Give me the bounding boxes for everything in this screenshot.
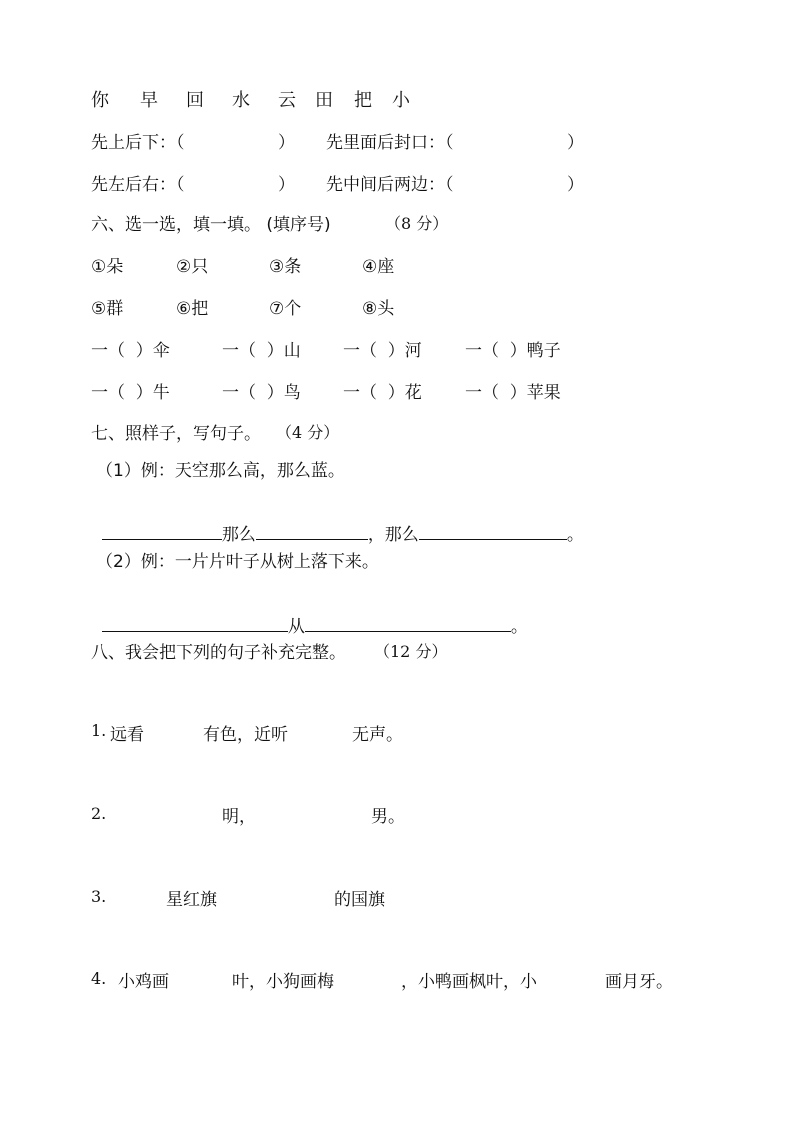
- answer-2-word-1: 从: [287, 617, 305, 637]
- example-2: （2）例：一片片叶子从树上落下来。: [96, 552, 379, 572]
- q2-part-a: 明，: [222, 807, 256, 827]
- q1-part-b: 有色，近听: [203, 725, 288, 745]
- answer-1-word-2: ，那么: [367, 525, 419, 545]
- char-7: 把: [354, 90, 372, 111]
- rule-top-bottom-label: 先上后下：（: [91, 133, 185, 153]
- fill-cow[interactable]: 一（ ）牛: [91, 383, 170, 403]
- option-3: ③条: [269, 257, 302, 277]
- q4-part-b: 叶，小狗画梅: [232, 972, 334, 992]
- rule-left-right-label: 先左后右：（: [91, 175, 185, 195]
- answer-1-word-1: 那么: [221, 525, 256, 545]
- fill-river[interactable]: 一（ ）河: [343, 341, 422, 361]
- fill-bird[interactable]: 一（ ）鸟: [222, 383, 301, 403]
- char-4: 水: [232, 90, 250, 111]
- char-6: 田: [315, 90, 333, 111]
- rule-top-bottom-close: ）: [278, 133, 295, 153]
- option-6: ⑥把: [176, 299, 209, 319]
- answer-2-blank-1[interactable]: [102, 613, 288, 632]
- answer-1-blank-1[interactable]: [102, 521, 222, 540]
- option-4: ④座: [362, 257, 395, 277]
- option-8: ⑧头: [362, 299, 395, 319]
- answer-1-end: 。: [566, 525, 584, 545]
- q2-number: 2.: [91, 804, 107, 823]
- fill-umbrella[interactable]: 一（ ）伞: [91, 341, 170, 361]
- q4-part-a: 小鸡画: [118, 972, 169, 992]
- section-6-title: 六、选一选，填一填。 (填序号): [91, 215, 331, 235]
- section-8-title: 八、我会把下列的句子补充完整。: [91, 643, 346, 663]
- answer-2-blank-2[interactable]: [305, 613, 511, 632]
- answer-2-end: 。: [510, 617, 528, 637]
- answer-1-blank-2[interactable]: [256, 521, 368, 540]
- char-8: 小: [392, 90, 410, 111]
- option-7: ⑦个: [269, 299, 302, 319]
- fill-apple[interactable]: 一（ ）苹果: [465, 383, 561, 403]
- rule-inside-close-label: 先里面后封口：（: [326, 133, 454, 153]
- section-7-score: （4 分）: [276, 423, 340, 442]
- option-1: ①朵: [91, 257, 124, 277]
- q1-part-c: 无声。: [352, 725, 403, 745]
- rule-middle-sides-close: ）: [567, 175, 584, 195]
- rule-inside-close-close: ）: [567, 133, 584, 153]
- section-8-score: （12 分）: [374, 642, 448, 661]
- rule-middle-sides-label: 先中间后两边：（: [326, 175, 454, 195]
- q4-number: 4.: [91, 969, 107, 988]
- q3-number: 3.: [91, 887, 107, 906]
- q3-part-b: 的国旗: [334, 890, 385, 910]
- section-6-score: （8 分）: [385, 214, 449, 233]
- answer-2-line: [91, 592, 528, 637]
- fill-flower[interactable]: 一（ ）花: [343, 383, 422, 403]
- q1-number: 1.: [91, 721, 107, 740]
- fill-mountain[interactable]: 一（ ）山: [222, 341, 301, 361]
- option-2: ②只: [176, 257, 209, 277]
- char-3: 回: [186, 90, 204, 111]
- answer-1-line: [91, 500, 584, 545]
- q4-part-c: ，小鸭画枫叶，小: [401, 972, 537, 992]
- q4-part-d: 画月牙。: [605, 972, 673, 992]
- q2-part-b: 男。: [371, 807, 405, 827]
- example-1: （1）例：天空那么高，那么蓝。: [96, 461, 345, 481]
- char-2: 早: [140, 90, 158, 111]
- section-7-title: 七、照样子，写句子。: [91, 424, 261, 444]
- char-5: 云: [278, 90, 296, 111]
- rule-left-right-close: ）: [278, 175, 295, 195]
- q1-part-a: 远看: [110, 725, 144, 745]
- answer-1-blank-3[interactable]: [419, 521, 567, 540]
- option-5: ⑤群: [91, 299, 124, 319]
- q3-part-a: 星红旗: [166, 890, 217, 910]
- char-1: 你: [91, 90, 109, 111]
- fill-duck[interactable]: 一（ ）鸭子: [465, 341, 561, 361]
